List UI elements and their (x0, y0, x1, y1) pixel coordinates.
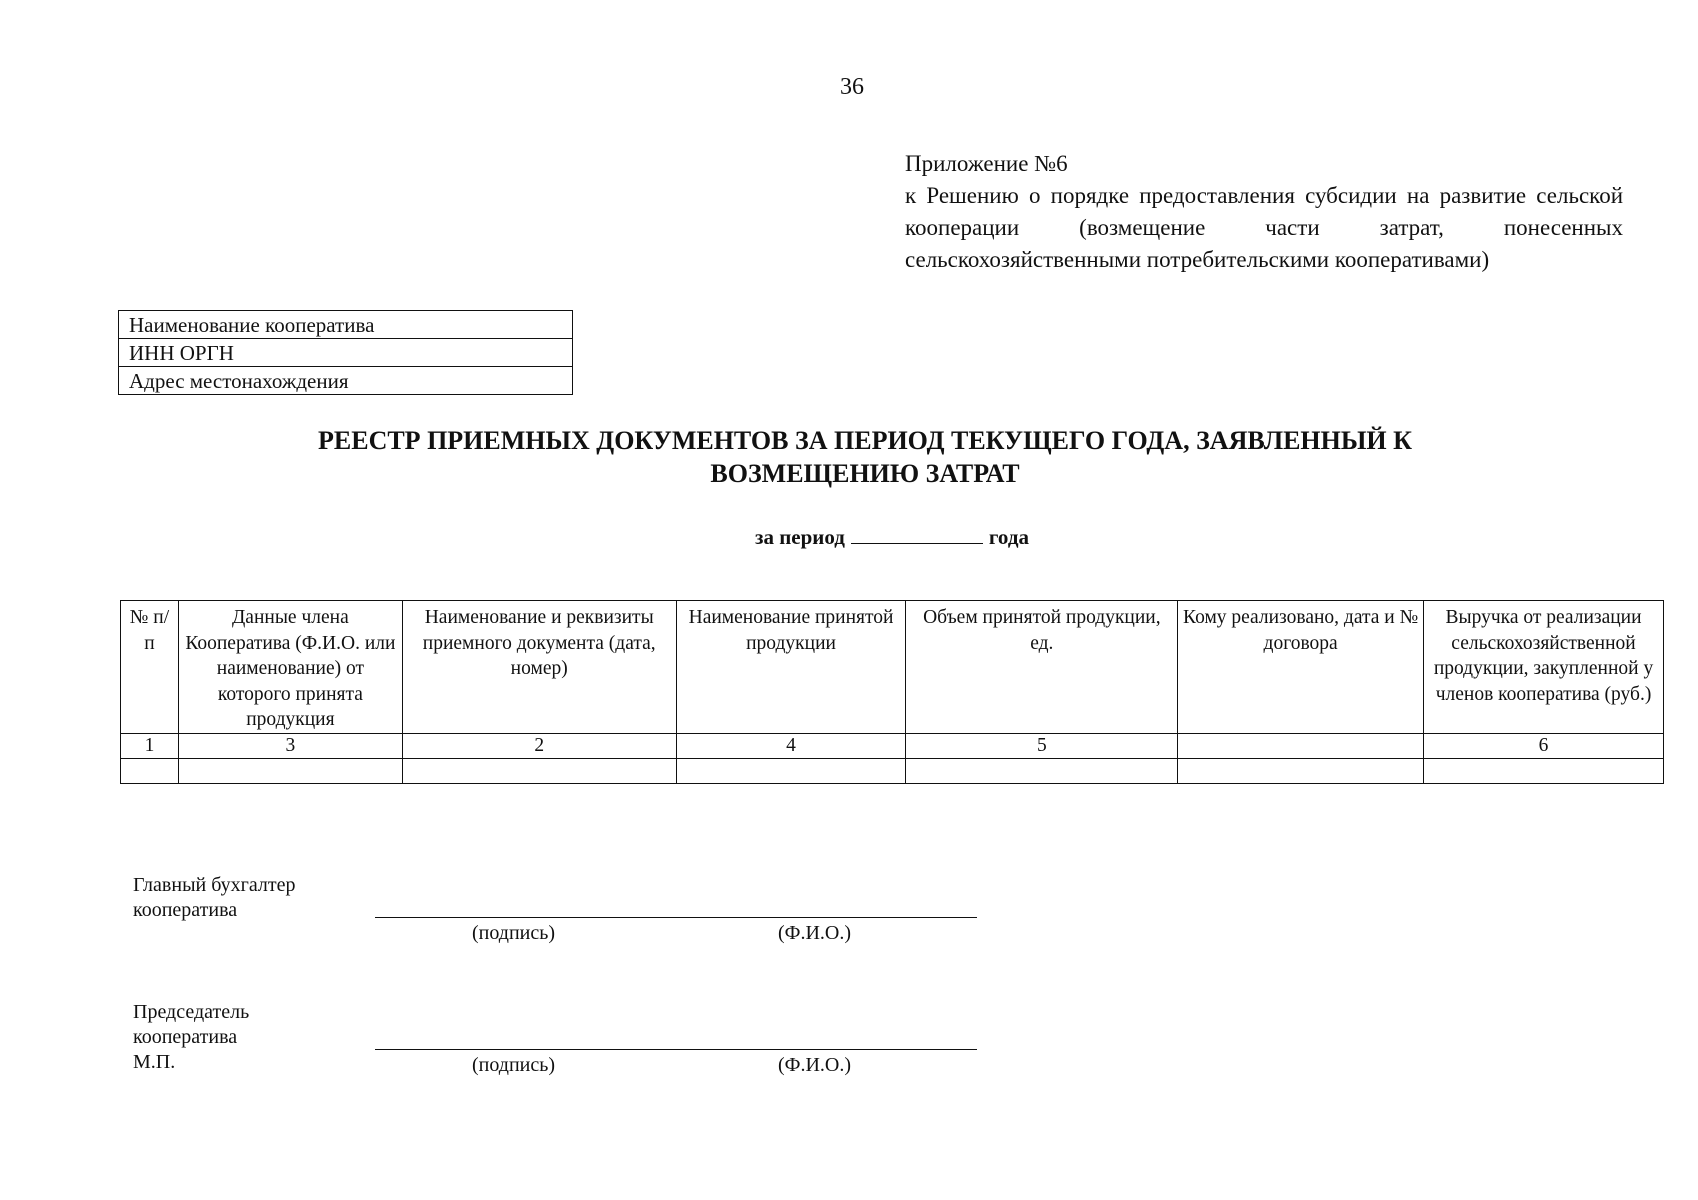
chairman-signature-line (375, 1049, 977, 1050)
period-prefix: за период (755, 525, 845, 549)
table-header-row (121, 601, 1664, 734)
appendix-note (905, 148, 1623, 276)
org-address-field: Адрес местонахождения (119, 367, 573, 395)
chairman-label-line-2: кооператива (133, 1026, 238, 1048)
column-number: 3 (178, 733, 402, 758)
table-cell (676, 758, 906, 783)
chairman-name-caption: (Ф.И.О.) (778, 1054, 852, 1076)
chairman-label-line-1: Председатель (133, 1001, 250, 1023)
table-cell (121, 758, 179, 783)
column-number: 2 (402, 733, 676, 758)
table-row (121, 758, 1664, 783)
header-sold-to: Кому реализовано, дата и № договора (1178, 601, 1424, 734)
appendix-title: Приложение №6 (905, 151, 1068, 176)
column-number: 6 (1424, 733, 1664, 758)
column-number: 4 (676, 733, 906, 758)
org-inn-field: ИНН ОРГН (119, 339, 573, 367)
document-title (200, 424, 1530, 490)
header-document-details: Наименование и реквизиты приемного документа (дата, номер) (402, 601, 676, 734)
header-member-data: Данные члена Кооператива (Ф.И.О. или наименование) от которого принята продукция (178, 601, 402, 734)
column-number: 1 (121, 733, 179, 758)
header-row-number: № п/п (121, 601, 179, 734)
org-name-field: Наименование кооператива (119, 311, 573, 339)
column-number (1178, 733, 1424, 758)
accountant-name-caption: (Ф.И.О.) (778, 922, 852, 944)
org-row (119, 311, 573, 339)
accountant-label-line-1: Главный бухгалтер (133, 874, 296, 896)
chairman-label (133, 1000, 249, 1075)
document-title-line-2: ВОЗМЕЩЕНИЮ ЗАТРАТ (710, 459, 1020, 488)
registry-table (120, 600, 1664, 784)
period-blank (851, 523, 983, 544)
table-cell (1424, 758, 1664, 783)
period-suffix: года (988, 525, 1029, 549)
table-cell (1178, 758, 1424, 783)
org-row (119, 339, 573, 367)
appendix-body: к Решению о порядке предоставления субсидии на развитие сельской кооперации (возмещение части затрат, понесенных сельскохозяйственными потребительскими кооперативами) (905, 183, 1623, 272)
chairman-signature-caption: (подпись) (472, 1054, 556, 1076)
header-volume: Объем принятой продукции, ед. (906, 601, 1178, 734)
column-number: 5 (906, 733, 1178, 758)
seal-place-label: М.П. (133, 1051, 176, 1073)
organization-info-table (118, 310, 573, 395)
table-cell (178, 758, 402, 783)
header-product-name: Наименование принятой продукции (676, 601, 906, 734)
table-cell (906, 758, 1178, 783)
accountant-signature-caption: (подпись) (472, 922, 556, 944)
table-cell (402, 758, 676, 783)
accountant-signature-line (375, 917, 977, 918)
period-line (755, 523, 1029, 550)
document-title-line-1: РЕЕСТР ПРИЕМНЫХ ДОКУМЕНТОВ ЗА ПЕРИОД ТЕКУЩЕГО ГОДА, ЗАЯВЛЕННЫЙ К (318, 426, 1412, 455)
org-row (119, 367, 573, 395)
column-number-row (121, 733, 1664, 758)
accountant-label (133, 873, 295, 923)
accountant-label-line-2: кооператива (133, 899, 238, 921)
page-number: 36 (840, 74, 864, 100)
header-revenue: Выручка от реализации сельскохозяйственной продукции, закупленной у членов кооператива (руб.) (1424, 601, 1664, 734)
